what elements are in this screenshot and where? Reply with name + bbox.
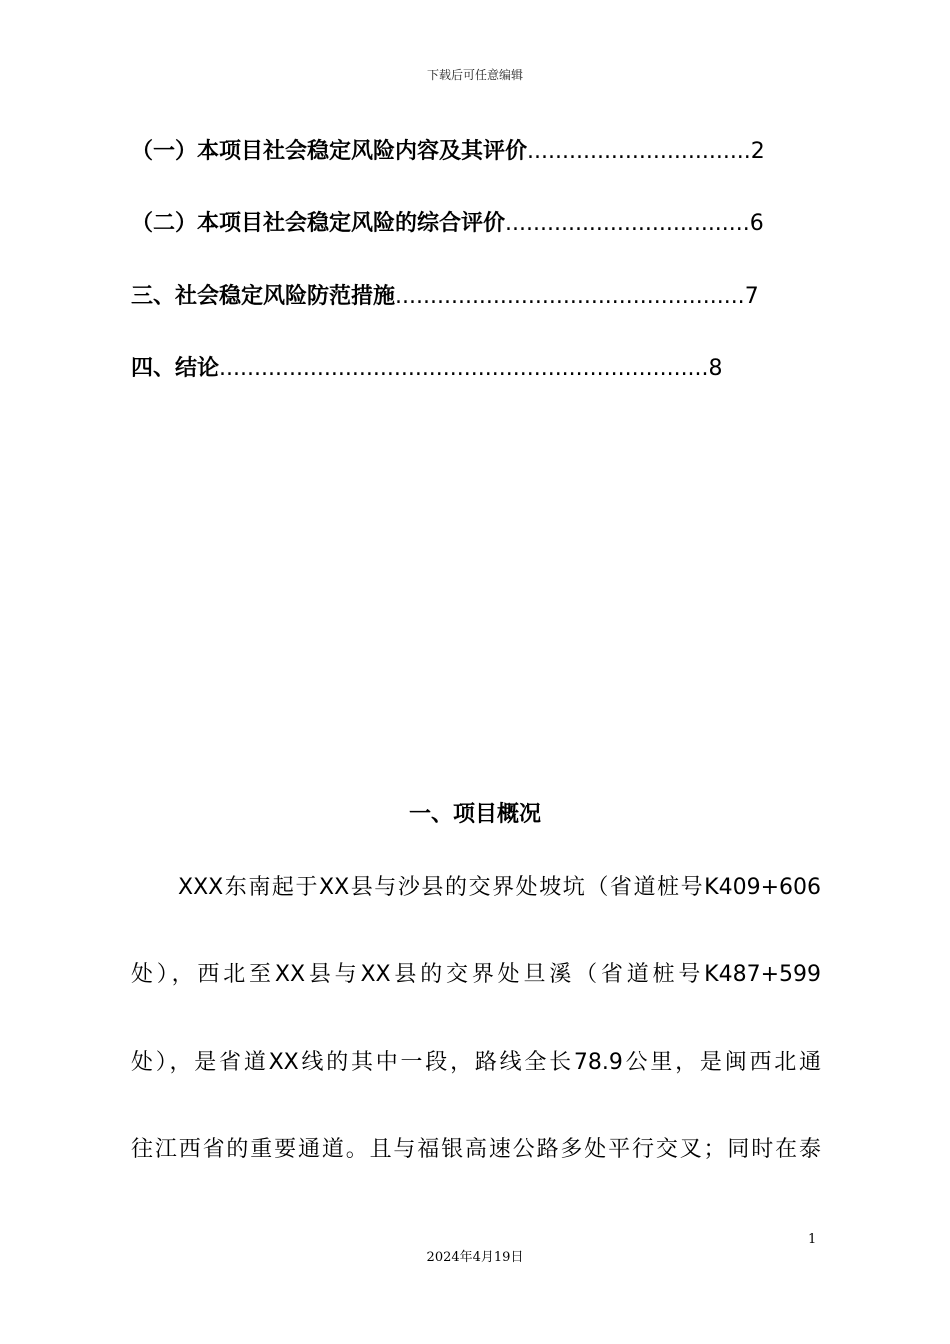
toc-entry-leader: .................................................. bbox=[395, 284, 745, 309]
toc-entry-leader: ................................ bbox=[527, 139, 751, 164]
toc-entry-leader: ................................... bbox=[505, 211, 750, 236]
toc-entry[interactable] bbox=[131, 137, 765, 167]
paragraph-line: 处），是省道XX线的其中一段，路线全长78.9公里，是闽西北通 bbox=[131, 1050, 821, 1075]
paragraph-line: 往江西省的重要通道。且与福银高速公路多处平行交叉；同时在泰 bbox=[131, 1137, 821, 1162]
toc-entry-page: 6 bbox=[749, 211, 764, 236]
toc-entry-label: 三、社会稳定风险防范措施 bbox=[131, 284, 396, 309]
toc-entry-label: （二）本项目社会稳定风险的综合评价 bbox=[131, 211, 506, 236]
toc-entry-leader: ...................................................................... bbox=[219, 356, 709, 381]
toc-entry-page: 8 bbox=[708, 356, 723, 381]
toc-entry-label: （一）本项目社会稳定风险内容及其评价 bbox=[131, 139, 528, 164]
page-footer-date: 2024年4月19日 bbox=[426, 1250, 524, 1265]
paragraph-line: 处），西北至XX县与XX县的交界处旦溪（省道桩号K487+599 bbox=[131, 962, 821, 987]
toc-entry-page: 7 bbox=[744, 284, 759, 309]
toc-entry[interactable] bbox=[131, 282, 759, 312]
toc-entry-label: 四、结论 bbox=[131, 356, 220, 381]
page-header: 下载后可任意编辑 bbox=[426, 68, 523, 82]
toc-entry-page: 2 bbox=[750, 139, 765, 164]
toc-entry[interactable] bbox=[131, 209, 764, 239]
toc-entry[interactable] bbox=[131, 354, 723, 384]
section-heading: 一、项目概况 bbox=[408, 802, 541, 827]
paragraph-line: XXX东南起于XX县与沙县的交界处坡坑（省道桩号K409+606 bbox=[178, 875, 821, 900]
page-number: 1 bbox=[808, 1232, 817, 1247]
